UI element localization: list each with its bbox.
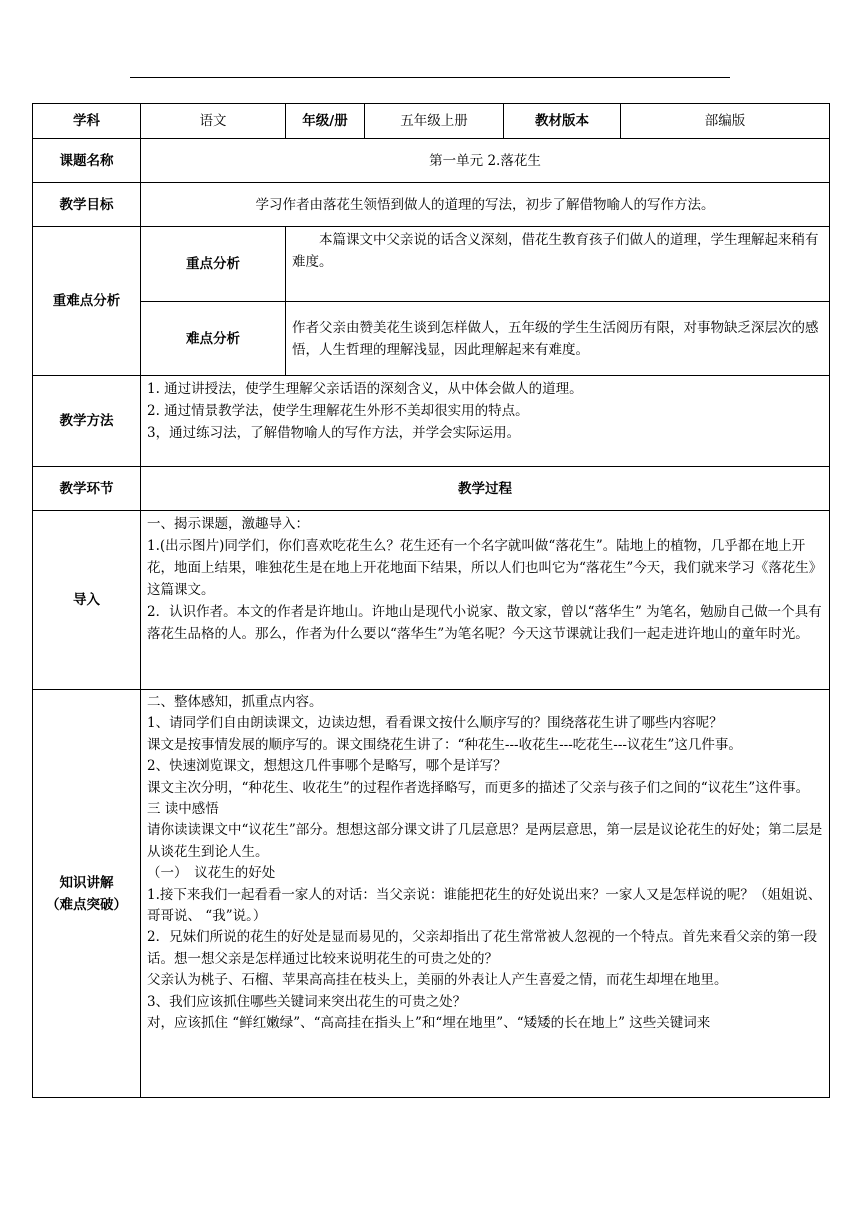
hard-analysis-row xyxy=(33,302,830,376)
grade-value: 五年级上册 xyxy=(365,104,504,139)
knowledge-label-line2: （难点突破） xyxy=(46,896,127,913)
knowledge-paragraph: 1、请同学们自由朗读课文，边读边想，看看课文按什么顺序写的？围绕落花生讲了哪些内容呢？ xyxy=(147,715,723,732)
methods-label: 教学方法 xyxy=(33,376,141,467)
lesson-plan-table xyxy=(32,103,830,1098)
knowledge-paragraph: 课文主次分明，“种花生、收花生”的过程作者选择略写，而更多的描述了父亲与孩子们之间的“议花生”这件事。 xyxy=(147,779,810,796)
method-item: 3，通过练习法，了解借物喻人的写作方法，并学会实际运用。 xyxy=(147,425,521,441)
title-label: 课题名称 xyxy=(33,139,141,183)
hard-analysis-label: 难点分析 xyxy=(141,302,286,376)
process-stage-label: 教学环节 xyxy=(33,467,141,511)
intro-row xyxy=(33,511,830,690)
method-item: 1. 通过讲授法，使学生理解父亲话语的深刻含义，从中体会做人的道理。 xyxy=(147,381,583,397)
grade-label: 年级/册 xyxy=(286,104,365,139)
key-analysis-row xyxy=(33,227,830,302)
intro-paragraph: 1.(出示图片)同学们，你们喜欢吃花生么？花生还有一个名字就叫做“落花生”。陆地上的植物，几乎都在地上开花，地面上结果，唯独花生是在地上开花地面下结果，所以人们也叫它为“落花生”今天，我们就来学习《落花生》这篇课文。 xyxy=(147,538,823,598)
knowledge-paragraph: 1.接下来我们一起看看一家人的对话：当父亲说：谁能把花生的好处说出来？一家人又是怎样说的呢？（姐姐说、哥哥说、 “我”说。） xyxy=(147,886,822,925)
intro-label: 导入 xyxy=(33,511,141,690)
knowledge-paragraph: 三 读中感悟 xyxy=(147,801,219,818)
subject-value: 语文 xyxy=(141,104,286,139)
intro-content xyxy=(141,511,830,690)
knowledge-paragraph: 2．兄妹们所说的花生的好处是显而易见的，父亲却指出了花生常常被人忽视的一个特点。首先来看父亲的第一段话。想一想父亲是怎样通过比较来说明花生的可贵之处的？ xyxy=(147,929,818,967)
knowledge-paragraph: 2、快速浏览课文，想想这几件事哪个是略写，哪个是详写？ xyxy=(147,758,507,775)
hard-analysis-text: 作者父亲由赞美花生谈到怎样做人，五年级的学生生活阅历有限，对事物缺乏深层次的感悟，人生哲理的理解浅显，因此理解起来有难度。 xyxy=(286,302,830,376)
knowledge-paragraph: 对，应该抓住 “鲜红嫩绿”、“高高挂在指头上”和“埋在地里”、“矮矮的长在地上” 这些关键词来 xyxy=(147,1015,711,1032)
knowledge-paragraph: 3、我们应该抓住哪些关键词来突出花生的可贵之处？ xyxy=(147,993,467,1010)
header-row xyxy=(33,104,830,139)
knowledge-content xyxy=(141,690,830,1098)
edition-label: 教材版本 xyxy=(504,104,621,139)
knowledge-paragraph: 父亲认为桃子、石榴、苹果高高挂在枝头上，美丽的外表让人产生喜爱之情，而花生却埋在地里。 xyxy=(147,972,728,989)
knowledge-row xyxy=(33,690,830,1098)
edition-value: 部编版 xyxy=(621,104,830,139)
intro-paragraph: 一、揭示课题，激趣导入： xyxy=(147,516,309,532)
lesson-title: 第一单元 2.落花生 xyxy=(141,139,830,183)
process-label: 教学过程 xyxy=(141,467,830,511)
knowledge-paragraph: 二、整体感知，抓重点内容。 xyxy=(147,694,323,710)
goal-row xyxy=(33,183,830,227)
analysis-label: 重难点分析 xyxy=(33,227,141,376)
knowledge-label-line1: 知识讲解 xyxy=(59,874,114,891)
method-item: 2. 通过情景教学法，使学生理解花生外形不美却很实用的特点。 xyxy=(147,403,529,419)
knowledge-paragraph: （一） 议花生的好处 xyxy=(147,865,276,882)
title-row xyxy=(33,139,830,183)
subject-label: 学科 xyxy=(33,104,141,139)
knowledge-paragraph: 课文是按事情发展的顺序写的。课文围绕花生讲了：“种花生---收花生---吃花生---议花生”这几件事。 xyxy=(147,736,742,753)
goal-text: 学习作者由落花生领悟到做人的道理的写法，初步了解借物喻人的写作方法。 xyxy=(141,183,830,227)
knowledge-paragraph: 请你读读课文中“议花生”部分。想想这部分课文讲了几层意思？是两层意思，第一层是议论花生的好处；第二层是从谈花生到论人生。 xyxy=(147,822,823,860)
goal-label: 教学目标 xyxy=(33,183,141,227)
methods-list xyxy=(141,376,830,467)
methods-row xyxy=(33,376,830,467)
key-analysis-text: 本篇课文中父亲说的话含义深刻，借花生教育孩子们做人的道理，学生理解起来稍有难度。 xyxy=(286,227,830,302)
intro-paragraph: 2．认识作者。本文的作者是许地山。许地山是现代小说家、散文家，曾以“落华生” 为笔名，勉励自己做一个具有落花生品格的人。那么，作者为什么要以“落华生”为笔名呢？今天这节课就让我们一起走进许地山的童年时光。 xyxy=(147,604,822,642)
top-rule xyxy=(130,77,730,78)
key-analysis-label: 重点分析 xyxy=(141,227,286,302)
knowledge-label xyxy=(33,690,141,1098)
process-header-row xyxy=(33,467,830,511)
